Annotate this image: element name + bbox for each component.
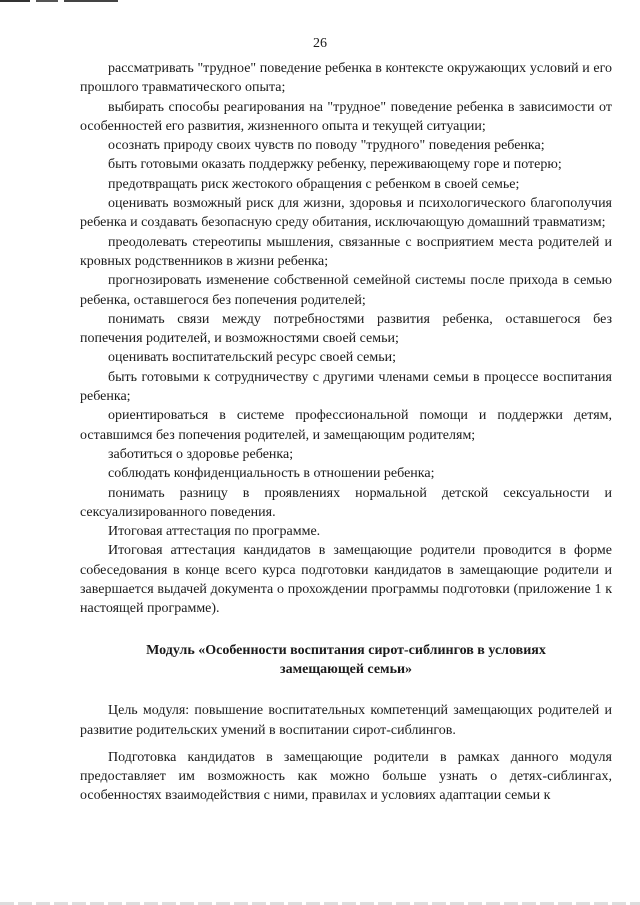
list-item: преодолевать стереотипы мышления, связанные с восприятием места родителей и кровных родственников в жизни ребенка; bbox=[80, 234, 612, 269]
module-description-paragraph: Подготовка кандидатов в замещающие родители в рамках данного модуля предоставляет им возможность как можно больше узнать о детях-сиблингах, особенностях взаимодействия с ними, правилах и условиях адаптации семьи к bbox=[80, 749, 612, 804]
list-item: прогнозировать изменение собственной семейной системы после прихода в семью ребенка, оставшегося без попечения родителей; bbox=[80, 273, 612, 308]
list-item: понимать разницу в проявлениях нормальной детской сексуальности и сексуализированного поведения. bbox=[80, 485, 612, 520]
list-item: предотвращать риск жестокого обращения с ребенком в своей семье; bbox=[108, 176, 520, 192]
list-item: понимать связи между потребностями развития ребенка, оставшегося без попечения родителей, и возможностями своей семьи; bbox=[80, 311, 612, 347]
final-attestation-title: Итоговая аттестация по программе. bbox=[108, 524, 321, 540]
list-item: быть готовыми к сотрудничеству с другими членами семьи в процессе воспитания ребенка; bbox=[80, 369, 612, 405]
document-body bbox=[80, 59, 612, 806]
list-item: ориентироваться в системе профессиональной помощи и поддержки детям, оставшимся без попечения родителей, и замещающим родителям; bbox=[80, 408, 612, 443]
final-attestation-paragraph: Итоговая аттестация кандидатов в замещающие родители проводится в форме собеседования в конце всего курса подготовки кандидатов в замещающие родители и завершается выдачей документа о прохождении программы подготовки (приложение 1 к настоящей программе). bbox=[80, 543, 612, 617]
list-item: выбирать способы реагирования на "трудное" поведение ребенка в зависимости от особенностей его развития, жизненного опыта и текущей ситуации; bbox=[80, 99, 612, 134]
list-item: осознать природу своих чувств по поводу "трудного" поведения ребенка; bbox=[108, 138, 545, 154]
scan-edge-artifact-top bbox=[0, 0, 118, 2]
list-item: быть готовыми оказать поддержку ребенку, переживающему горе и потерю; bbox=[108, 157, 562, 173]
list-item: соблюдать конфиденциальность в отношении ребенка; bbox=[108, 466, 435, 482]
module-goal-paragraph: Цель модуля: повышение воспитательных компетенций замещающих родителей и развитие родительских умений в воспитании сирот-сиблингов. bbox=[80, 703, 612, 738]
list-item: оценивать возможный риск для жизни, здоровья и психологического благополучия ребенка и создавать безопасную среду обитания, исключающую домашний травматизм; bbox=[80, 196, 612, 231]
list-item: рассматривать "трудное" поведение ребенка в контексте окружающих условий и его прошлого травматического опыта; bbox=[80, 61, 612, 96]
page-number: 26 bbox=[313, 36, 327, 51]
list-item: заботиться о здоровье ребенка; bbox=[108, 446, 294, 462]
module-heading: Модуль «Особенности воспитания сирот-сиблингов в условиях замещающей семьи» bbox=[146, 642, 546, 677]
list-item: оценивать воспитательский ресурс своей семьи; bbox=[108, 350, 397, 366]
